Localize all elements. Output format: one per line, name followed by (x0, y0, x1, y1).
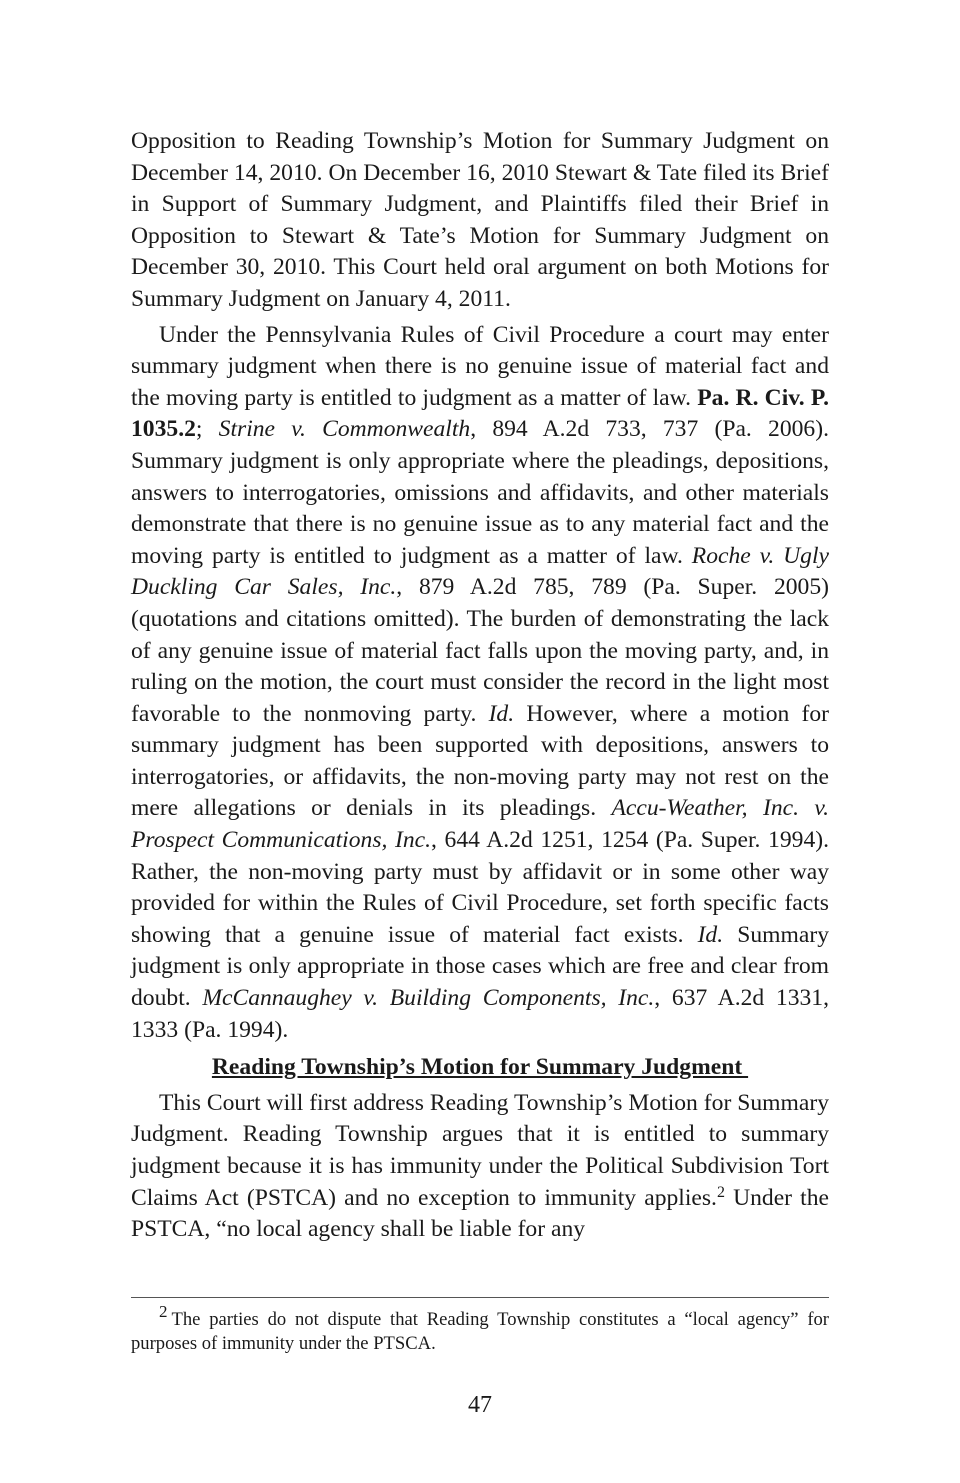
paragraph-2: Under the Pennsylvania Rules of Civil Procedure a court may enter summary judgment when there is no genuine issue of material fact and the moving party is entitled to judgment as a matter of law. Pa. R. Civ. P. 1035.2; Strine v. Commonwealth, 894 A.2d 733, 737 (Pa. 2006). Summary judgment is only appropriate where the pleadings, depositions, answers to interrogatories, omissions and affidavits, and other materials demonstrate that there is no genuine issue as to any material fact and the moving party is entitled to judgment as a matter of law. Roche v. Ugly Duckling Car Sales, Inc., 879 A.2d 785, 789 (Pa. Super. 2005) (quotations and citations omitted). The burden of demonstrating the lack of any genuine issue of material fact falls upon the moving party, and, in ruling on the motion, the court must consider the record in the light most favorable to the nonmoving party. Id. However, where a motion for summary judgment has been supported with depositions, answers to interrogatories, or affidavits, the non-moving party may not rest on the mere allegations or denials in its pleadings. Accu-Weather, Inc. v. Prospect Communications, Inc., 644 A.2d 1251, 1254 (Pa. Super. 1994). Rather, the non-moving party must by affidavit or in some other way provided for within the Rules of Civil Procedure, set forth specific facts showing that a genuine issue of material fact exists. Id. Summary judgment is only appropriate in those cases which are free and clear from doubt. McCannaughey v. Building Components, Inc., 637 A.2d 1331, 1333 (Pa. 1994). (131, 321, 830, 1043)
document-body (131, 126, 829, 1246)
citation-case: Roche v. Ugly Duckling Car Sales, Inc. (131, 542, 829, 601)
paragraph-1: Opposition to Reading Township’s Motion for Summary Judgment on December 14, 2010. On December 16, 2010 Stewart & Tate filed its Brief in Support of Summary Judgment, and Plaintiffs filed their Brief in Opposition to Stewart & Tate’s Motion for Summary Judgment on December 30, 2010. This Court held oral argument on both Motions for Summary Judgment on January 4, 2011. (131, 128, 829, 312)
citation-rule: Pa. R. Civ. P. 1035.2 (131, 384, 830, 443)
footnote-text: The parties do not dispute that Reading Township constitutes a “local agency” for purposes of immunity under the PTSCA. (131, 1309, 829, 1354)
citation-id: Id. (488, 700, 515, 727)
page-number: 47 (468, 1392, 492, 1418)
citation-id: Id. (697, 921, 724, 948)
footnote-reference: 2 (716, 1183, 725, 1201)
footnote-marker: 2 (159, 1302, 168, 1321)
footnote-2 (131, 1302, 829, 1356)
citation-case: Accu-Weather, Inc. v. Prospect Communications, Inc. (131, 795, 829, 854)
citation-case: Strine v. Commonwealth (218, 416, 471, 443)
paragraph-3: This Court will first address Reading Township’s Motion for Summary Judgment. Reading Township argues that it is entitled to summary judgment because it is has immunity under the Political Subdivision Tort Claims Act (PSTCA) and no exception to immunity applies.$^2$ Under the PSTCA, “no local agency shall be liable for any (131, 1089, 829, 1243)
section-heading: Reading Township’s Motion for Summary Judgment (211, 1054, 749, 1081)
footnote-divider (131, 1297, 829, 1298)
citation-case: McCannaughey v. Building Components, Inc. (202, 985, 655, 1012)
footnote-area (131, 1297, 829, 1356)
